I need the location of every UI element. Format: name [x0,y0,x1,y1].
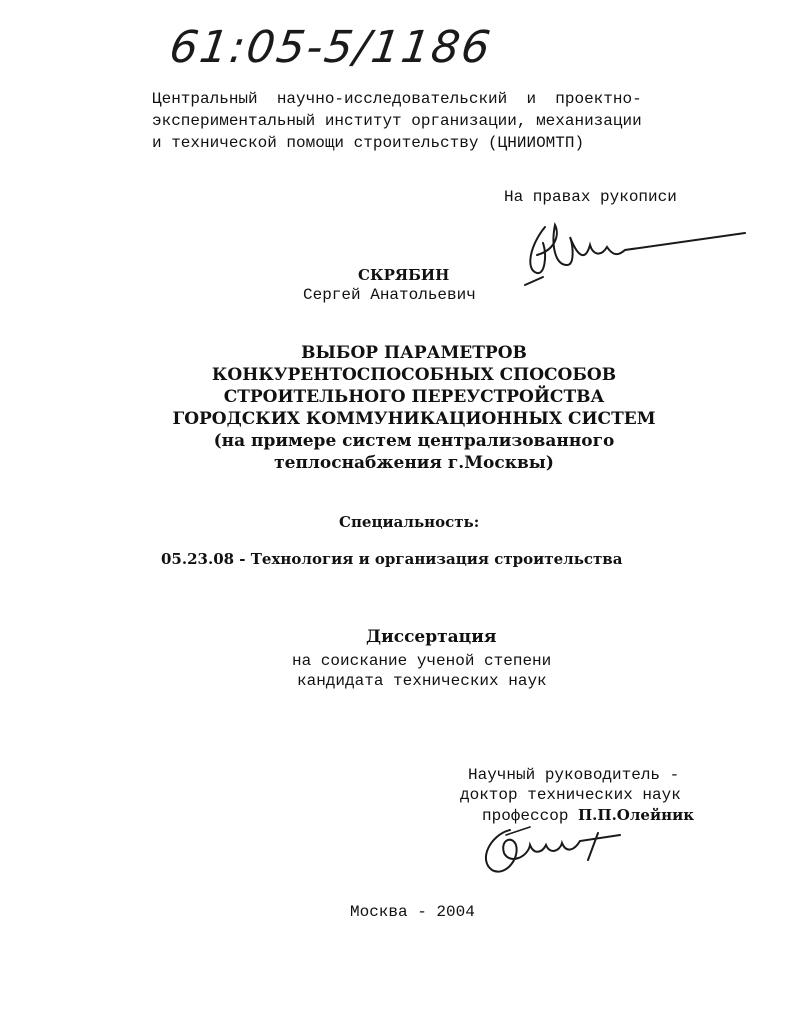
degree-line-1: на соискание ученой степени [292,652,552,670]
institution-line-1: Центральный научно-исследовательский и проектно- [152,90,642,108]
author-surname: СКРЯБИН [358,266,450,284]
title-line-5: (на примере систем централизованного [213,431,615,451]
supervisor-line-2: доктор технических наук [460,786,681,804]
title-line-4: ГОРОДСКИХ КОММУНИКАЦИОННЫХ СИСТЕМ [172,409,656,429]
supervisor-line-1: Научный руководитель - [468,766,680,784]
author-name: Сергей Анатольевич [303,286,476,304]
title-line-2: КОНКУРЕНТОСПОСОБНЫХ СПОСОБОВ [211,365,617,385]
title-line-3: СТРОИТЕЛЬНОГО ПЕРЕУСТРОЙСТВА [223,387,605,407]
supervisor-name: П.П.Олейник [578,806,695,824]
author-signature [515,215,755,295]
institution-line-2: экспериментальный институт организации, механизации [152,112,642,130]
supervisor-title: профессор [482,807,579,825]
supervisor-signature [470,815,670,885]
place-year: Москва - 2004 [350,903,475,921]
institution-line-3: и технической помощи строительству (ЦНИИОМТП) [152,134,585,152]
rights-note: На правах рукописи [504,188,677,206]
degree-line-2: кандидата технических наук [297,672,547,690]
archive-number: 61:05-5/1186 [166,22,496,73]
specialty-value: 05.23.08 - Технология и организация строительства [161,550,623,568]
dissertation-heading: Диссертация [366,627,497,647]
title-line-6: теплоснабжения г.Москвы) [274,453,554,473]
specialty-label: Специальность: [339,513,480,531]
dissertation-title [16,342,796,474]
title-line-1: ВЫБОР ПАРАМЕТРОВ [301,343,527,363]
